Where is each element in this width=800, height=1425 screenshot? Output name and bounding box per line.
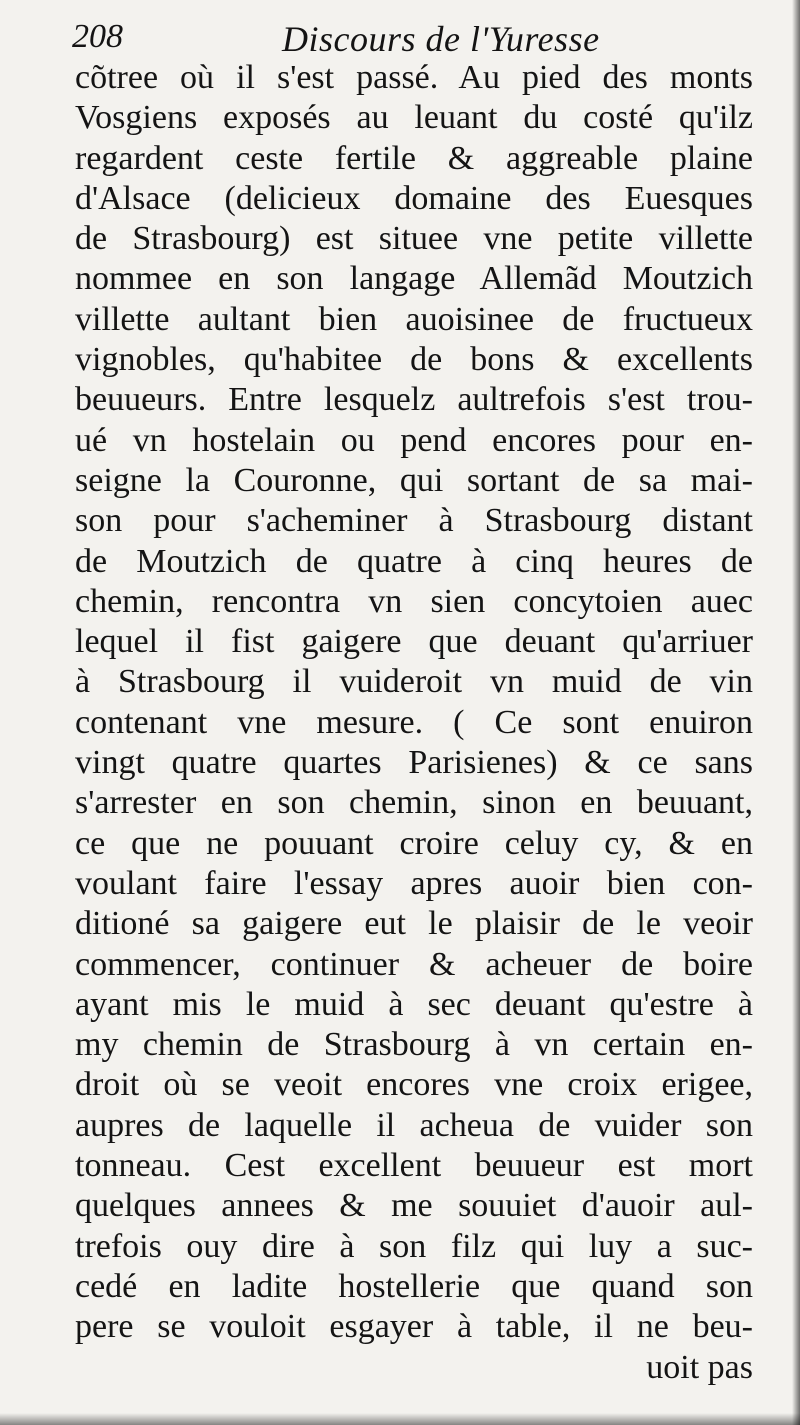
text-line: seigne la Couronne, qui sortant de sa mai- [75,461,753,499]
text-line: d'Alsace (delicieux domaine des Euesques [75,179,753,217]
text-line: aupres de laquelle il acheua de vuider son [75,1106,753,1144]
text-line: my chemin de Strasbourg à vn certain en- [75,1026,753,1064]
text-line: droit où se veoit encores vne croix erigee, [75,1066,753,1104]
page-number: 208 [72,18,123,55]
running-title: Discours de l'Yuresse [282,19,600,59]
text-line: ce que ne pouuant croire celuy cy, & en [75,824,753,862]
text-line: ayant mis le muid à sec deuant qu'estre à [75,985,753,1023]
page-header [0,14,800,62]
text-line: voulant faire l'essay apres auoir bien con- [75,864,753,902]
text-line: de Moutzich de quatre à cinq heures de [75,542,753,580]
page-bottom-edge [0,1413,800,1425]
text-line: quelques annees & me souuiet d'auoir aul- [75,1187,753,1225]
text-line: cedé en ladite hostellerie que quand son [75,1267,753,1305]
text-line: pere se vouloit esgayer à table, il ne beu- [75,1308,753,1346]
text-line: beuueurs. Entre lesquelz aultrefois s'est trou- [75,381,753,419]
text-line: trefois ouy dire à son filz qui luy a suc- [75,1227,753,1265]
text-line: s'arrester en son chemin, sinon en beuuant, [75,784,753,822]
text-line: ué vn hostelain ou pend encores pour en- [75,421,753,459]
text-line: à Strasbourg il vuideroit vn muid de vin [75,663,753,701]
text-line: de Strasbourg) est situee vne petite villette [75,220,753,258]
text-line: vingt quatre quartes Parisienes) & ce sans [75,744,753,782]
page-edge-shadow [792,0,800,1425]
text-line: villette aultant bien auoisinee de fructueux [75,300,753,338]
catchword: uoit pas [646,1348,753,1386]
text-line: tonneau. Cest excellent beuueur est mort [75,1147,753,1185]
text-line: cõtree où il s'est passé. Au pied des monts [75,59,753,96]
text-line: contenant vne mesure. ( Ce sont enuiron [75,703,753,741]
text-line: chemin, rencontra vn sien concytoien auec [75,582,753,620]
text-line: ditioné sa gaigere eut le plaisir de le veoir [75,905,753,943]
text-line: Vosgiens exposés au leuant du costé qu'ilz [75,99,753,137]
text-line: lequel il fist gaigere que deuant qu'arriuer [75,623,753,661]
text-line: vignobles, qu'habitee de bons & excellents [75,341,753,379]
text-line: son pour s'acheminer à Strasbourg distant [75,502,753,540]
body-text [75,58,753,1388]
text-line: commencer, continuer & acheuer de boire [75,945,753,983]
text-line: nommee en son langage Allemãd Moutzich [75,260,753,298]
text-line: regardent ceste fertile & aggreable plaine [75,139,753,177]
